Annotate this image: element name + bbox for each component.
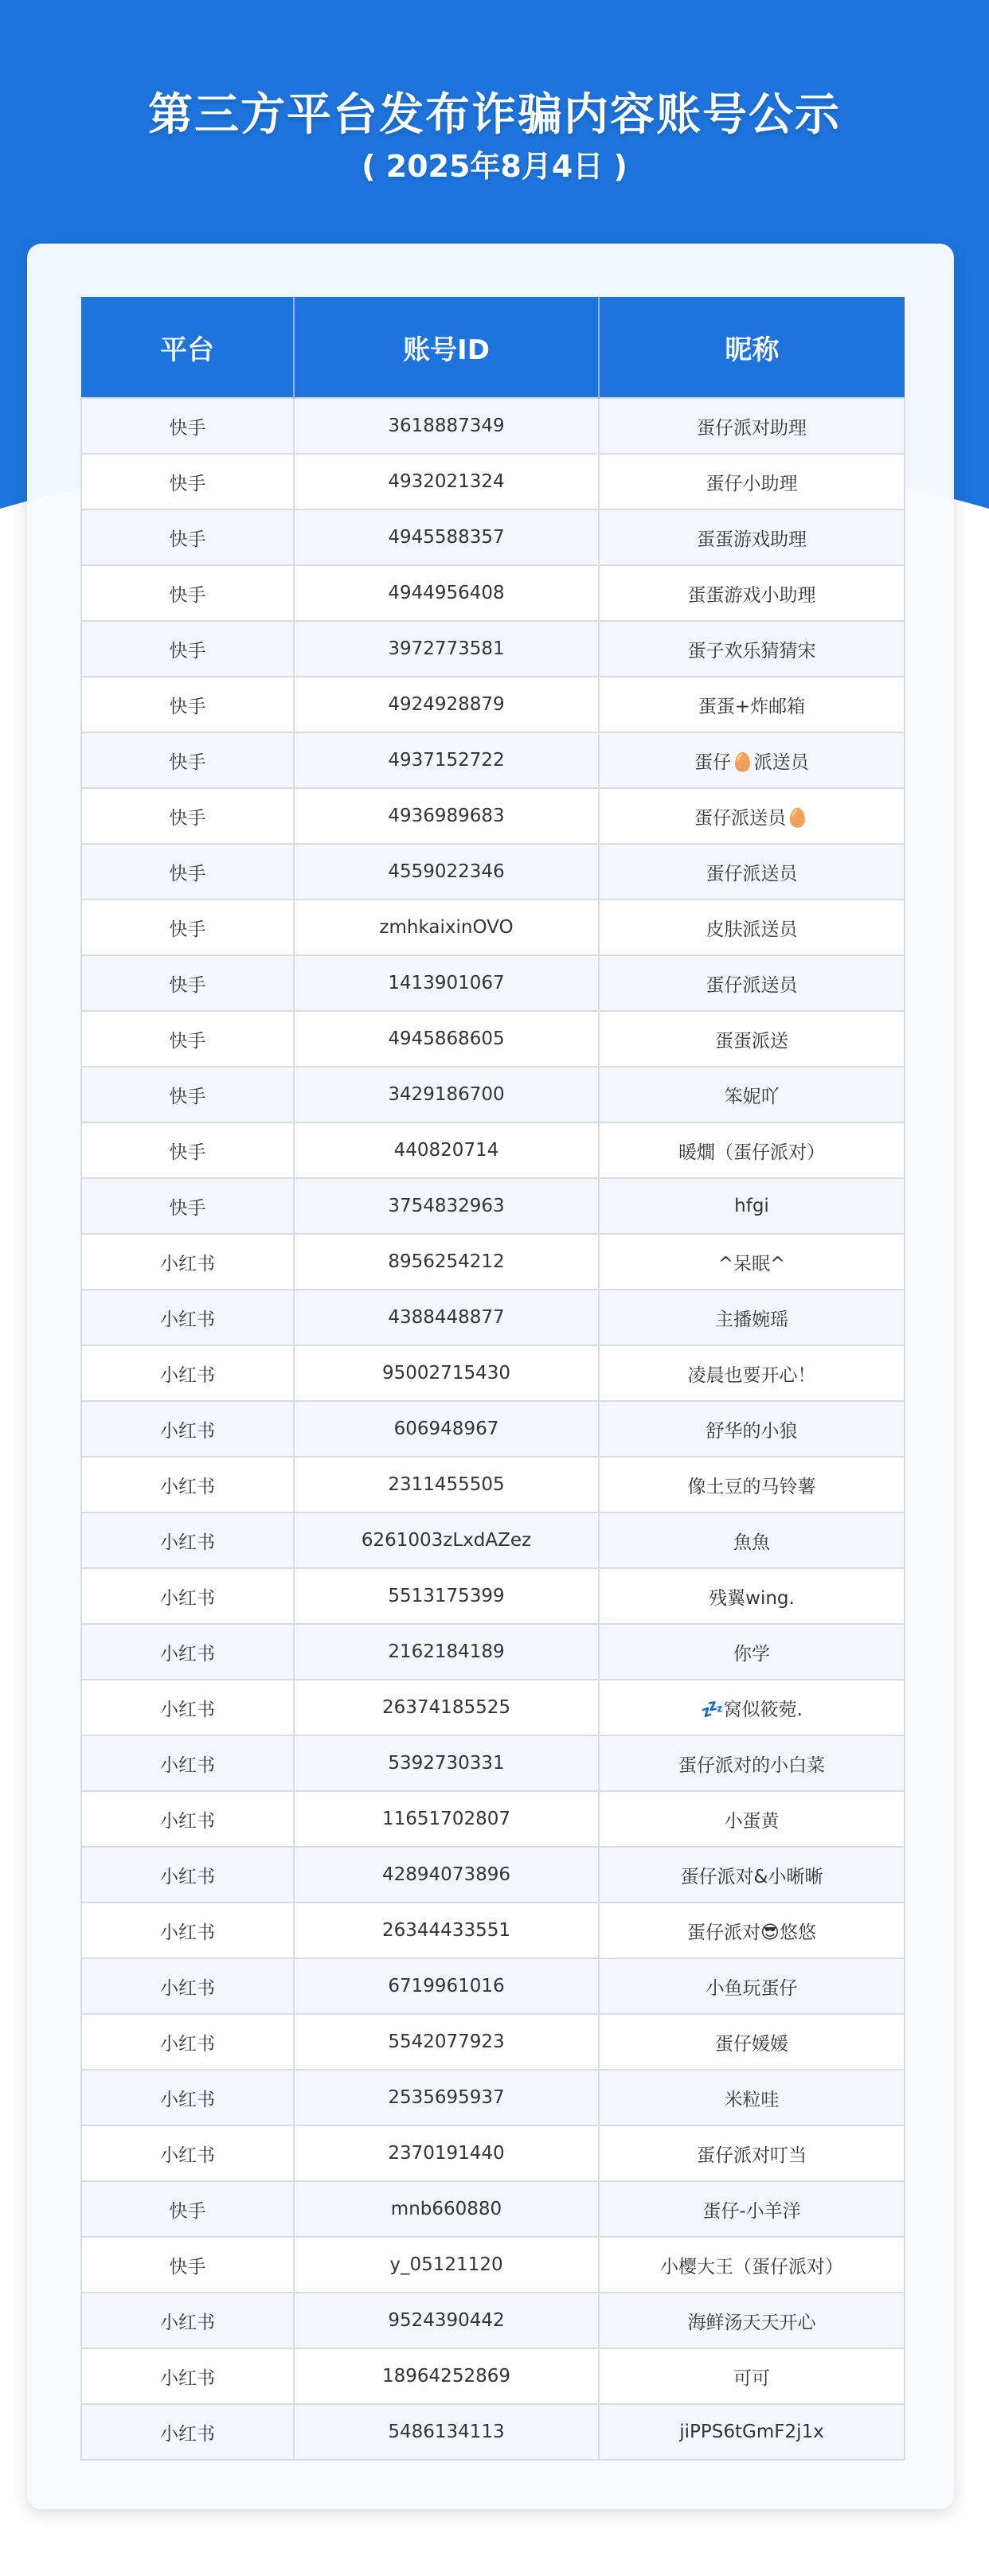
cell-account-id: mnb660880 xyxy=(294,2181,599,2237)
table-row xyxy=(81,2070,905,2125)
cell-nickname: 💤窝似筱菀. xyxy=(599,1680,905,1735)
table-row xyxy=(81,1290,905,1345)
cell-account-id: 42894073896 xyxy=(294,1847,599,1903)
table-row xyxy=(81,2404,905,2460)
table-header-row xyxy=(81,297,905,398)
cell-nickname: 残翼wing. xyxy=(599,1568,905,1624)
cell-platform: 快手 xyxy=(81,677,294,732)
cell-account-id: 95002715430 xyxy=(294,1345,599,1401)
table-row xyxy=(81,1680,905,1735)
cell-nickname: 蛋仔派对的小白菜 xyxy=(599,1735,905,1791)
cell-platform: 小红书 xyxy=(81,2348,294,2404)
cell-account-id: 606948967 xyxy=(294,1401,599,1457)
table-row xyxy=(81,1847,905,1903)
cell-platform: 小红书 xyxy=(81,1345,294,1401)
cell-account-id: 2162184189 xyxy=(294,1624,599,1680)
table-row xyxy=(81,398,905,454)
cell-platform: 小红书 xyxy=(81,1624,294,1680)
cell-nickname: 蛋仔-小羊洋 xyxy=(599,2181,905,2237)
cell-nickname: hfgi xyxy=(599,1178,905,1234)
cell-platform: 快手 xyxy=(81,844,294,900)
cell-nickname: 蛋蛋派送 xyxy=(599,1011,905,1067)
cell-account-id: 3754832963 xyxy=(294,1178,599,1234)
cell-platform: 小红书 xyxy=(81,1903,294,1958)
cell-nickname: 海鲜汤天天开心 xyxy=(599,2293,905,2348)
cell-account-id: 9524390442 xyxy=(294,2293,599,2348)
cell-nickname: 小鱼玩蛋仔 xyxy=(599,1958,905,2014)
table-row xyxy=(81,1903,905,1958)
table-row xyxy=(81,1624,905,1680)
cell-nickname: 蛋仔派送员 xyxy=(599,844,905,900)
table-row xyxy=(81,2293,905,2348)
cell-account-id: 2535695937 xyxy=(294,2070,599,2125)
cell-nickname: 蛋仔派对😎悠悠 xyxy=(599,1903,905,1958)
table-row xyxy=(81,2348,905,2404)
table-row xyxy=(81,509,905,565)
cell-nickname: 暖燗（蛋仔派对） xyxy=(599,1122,905,1178)
cell-account-id: 18964252869 xyxy=(294,2348,599,2404)
cell-account-id: 5513175399 xyxy=(294,1568,599,1624)
cell-account-id: 26344433551 xyxy=(294,1903,599,1958)
cell-nickname: 蛋仔派对&小晰晰 xyxy=(599,1847,905,1903)
cell-nickname: 蛋蛋游戏小助理 xyxy=(599,565,905,621)
cell-platform: 小红书 xyxy=(81,1680,294,1735)
cell-platform: 快手 xyxy=(81,1011,294,1067)
cell-nickname: 蛋蛋+炸邮箱 xyxy=(599,677,905,732)
table-row xyxy=(81,732,905,788)
cell-nickname: 蛋仔派送员🥚 xyxy=(599,788,905,844)
cell-account-id: 4937152722 xyxy=(294,732,599,788)
cell-nickname: 皮肤派送员 xyxy=(599,900,905,955)
cell-account-id: y_05121120 xyxy=(294,2237,599,2293)
table-row xyxy=(81,1345,905,1401)
cell-account-id: 3972773581 xyxy=(294,621,599,677)
table-row xyxy=(81,565,905,621)
cell-account-id: 4945868605 xyxy=(294,1011,599,1067)
cell-nickname: 小樱大王（蛋仔派对） xyxy=(599,2237,905,2293)
cell-nickname: 蛋仔派对叮当 xyxy=(599,2125,905,2181)
cell-account-id: 4944956408 xyxy=(294,565,599,621)
cell-account-id: 6261003zLxdAZez xyxy=(294,1512,599,1568)
table-row xyxy=(81,1122,905,1178)
table-row xyxy=(81,788,905,844)
table-row xyxy=(81,955,905,1011)
table-row xyxy=(81,1011,905,1067)
cell-nickname: 蛋仔派对助理 xyxy=(599,398,905,454)
cell-platform: 快手 xyxy=(81,565,294,621)
cell-platform: 快手 xyxy=(81,788,294,844)
cell-nickname: 米粒哇 xyxy=(599,2070,905,2125)
table-row xyxy=(81,1958,905,2014)
cell-account-id: 5542077923 xyxy=(294,2014,599,2070)
cell-nickname: 蛋仔小助理 xyxy=(599,454,905,509)
table-row xyxy=(81,1791,905,1847)
cell-account-id: 4945588357 xyxy=(294,509,599,565)
table-row xyxy=(81,900,905,955)
cell-account-id: 3618887349 xyxy=(294,398,599,454)
cell-account-id: 1413901067 xyxy=(294,955,599,1011)
cell-platform: 快手 xyxy=(81,454,294,509)
cell-platform: 小红书 xyxy=(81,1847,294,1903)
cell-platform: 快手 xyxy=(81,509,294,565)
cell-platform: 快手 xyxy=(81,621,294,677)
cell-account-id: zmhkaixinOVO xyxy=(294,900,599,955)
table-row xyxy=(81,1512,905,1568)
cell-account-id: 4936989683 xyxy=(294,788,599,844)
cell-nickname: 你学 xyxy=(599,1624,905,1680)
table-row xyxy=(81,844,905,900)
cell-account-id: 4559022346 xyxy=(294,844,599,900)
table-body xyxy=(81,398,905,2460)
cell-account-id: 5486134113 xyxy=(294,2404,599,2460)
cell-account-id: 4924928879 xyxy=(294,677,599,732)
column-header-nickname: 昵称 xyxy=(599,297,905,398)
cell-platform: 快手 xyxy=(81,2237,294,2293)
cell-platform: 快手 xyxy=(81,1178,294,1234)
cell-account-id: 6719961016 xyxy=(294,1958,599,2014)
cell-platform: 小红书 xyxy=(81,1512,294,1568)
cell-platform: 快手 xyxy=(81,2181,294,2237)
table-row xyxy=(81,2125,905,2181)
table-row xyxy=(81,2237,905,2293)
cell-nickname: 舒华的小狼 xyxy=(599,1401,905,1457)
cell-platform: 小红书 xyxy=(81,1735,294,1791)
cell-platform: 小红书 xyxy=(81,2014,294,2070)
cell-platform: 小红书 xyxy=(81,1401,294,1457)
cell-nickname: 主播婉瑶 xyxy=(599,1290,905,1345)
cell-platform: 小红书 xyxy=(81,1958,294,2014)
cell-account-id: 4932021324 xyxy=(294,454,599,509)
cell-nickname: 小蛋黄 xyxy=(599,1791,905,1847)
table-row xyxy=(81,2014,905,2070)
cell-account-id: 26374185525 xyxy=(294,1680,599,1735)
cell-platform: 小红书 xyxy=(81,1568,294,1624)
table-row xyxy=(81,1067,905,1122)
cell-platform: 快手 xyxy=(81,1122,294,1178)
table-row xyxy=(81,1457,905,1512)
cell-nickname: 魚魚 xyxy=(599,1512,905,1568)
cell-account-id: 2311455505 xyxy=(294,1457,599,1512)
cell-platform: 小红书 xyxy=(81,2125,294,2181)
cell-account-id: 11651702807 xyxy=(294,1791,599,1847)
cell-platform: 小红书 xyxy=(81,1290,294,1345)
page-subtitle-date: ( 2025年8月4日 ) xyxy=(362,149,627,184)
cell-platform: 快手 xyxy=(81,1067,294,1122)
cell-platform: 小红书 xyxy=(81,1457,294,1512)
accounts-table xyxy=(80,297,905,2461)
table-row xyxy=(81,621,905,677)
cell-account-id: 8956254212 xyxy=(294,1234,599,1290)
cell-account-id: 440820714 xyxy=(294,1122,599,1178)
page-title: 第三方平台发布诈骗内容账号公示 xyxy=(148,89,841,141)
cell-platform: 快手 xyxy=(81,900,294,955)
cell-nickname: 蛋蛋游戏助理 xyxy=(599,509,905,565)
cell-platform: 小红书 xyxy=(81,2070,294,2125)
table-row xyxy=(81,1234,905,1290)
cell-account-id: 2370191440 xyxy=(294,2125,599,2181)
table-row xyxy=(81,1178,905,1234)
cell-platform: 快手 xyxy=(81,732,294,788)
cell-nickname: 凌晨也要开心！ xyxy=(599,1345,905,1401)
cell-platform: 小红书 xyxy=(81,2404,294,2460)
cell-nickname: ^呆眠^ xyxy=(599,1234,905,1290)
cell-account-id: 3429186700 xyxy=(294,1067,599,1122)
cell-account-id: 4388448877 xyxy=(294,1290,599,1345)
cell-nickname: 蛋仔🥚派送员 xyxy=(599,732,905,788)
cell-platform: 小红书 xyxy=(81,1234,294,1290)
cell-nickname: 笨妮吖 xyxy=(599,1067,905,1122)
cell-nickname: 像土豆的马铃薯 xyxy=(599,1457,905,1512)
cell-platform: 快手 xyxy=(81,955,294,1011)
cell-platform: 小红书 xyxy=(81,2293,294,2348)
cell-nickname: 可可 xyxy=(599,2348,905,2404)
column-header-platform: 平台 xyxy=(81,297,294,398)
cell-platform: 小红书 xyxy=(81,1791,294,1847)
cell-nickname: 蛋仔媛媛 xyxy=(599,2014,905,2070)
table-row xyxy=(81,2181,905,2237)
table-row xyxy=(81,454,905,509)
column-header-account-id: 账号ID xyxy=(294,297,599,398)
cell-platform: 快手 xyxy=(81,398,294,454)
table-row xyxy=(81,1401,905,1457)
cell-nickname: 蛋仔派送员 xyxy=(599,955,905,1011)
cell-nickname: 蛋子欢乐猜猜宋 xyxy=(599,621,905,677)
cell-nickname: jiPPS6tGmF2j1x xyxy=(599,2404,905,2460)
table-row xyxy=(81,1568,905,1624)
table-row xyxy=(81,677,905,732)
table-row xyxy=(81,1735,905,1791)
cell-account-id: 5392730331 xyxy=(294,1735,599,1791)
